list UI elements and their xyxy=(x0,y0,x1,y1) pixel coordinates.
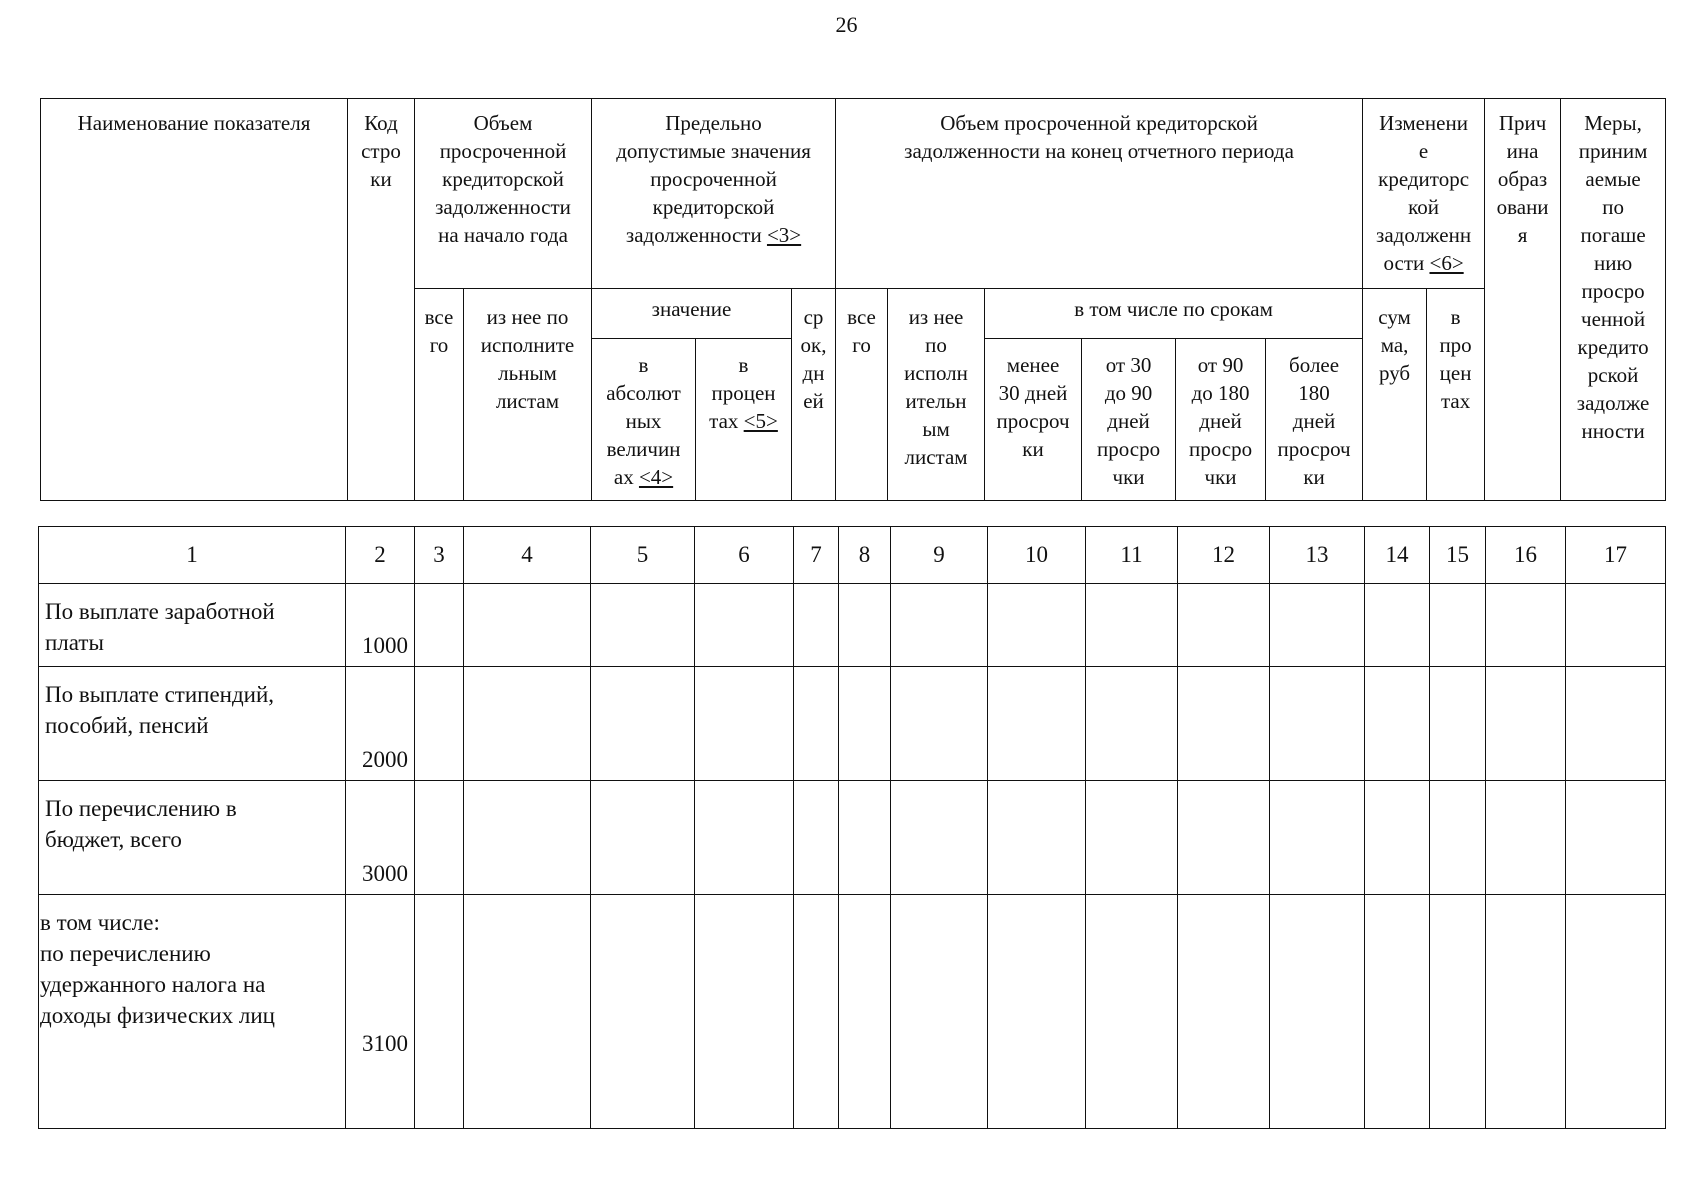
column-number: 2 xyxy=(346,527,415,584)
column-number: 3 xyxy=(415,527,464,584)
footnote-ref-3[interactable]: <3> xyxy=(766,223,802,247)
data-cell[interactable] xyxy=(988,667,1086,781)
data-cell[interactable] xyxy=(1430,584,1486,667)
column-number: 9 xyxy=(891,527,988,584)
column-numbers-row xyxy=(39,527,1666,584)
data-table xyxy=(38,526,1666,1129)
data-cell[interactable] xyxy=(1270,781,1365,895)
data-cell[interactable] xyxy=(415,667,464,781)
data-cell[interactable] xyxy=(891,667,988,781)
header-less-30-days: менее 30 дней просроч ки xyxy=(985,339,1082,501)
header-term-days: ср ок, дн ей xyxy=(792,289,836,501)
data-cell[interactable] xyxy=(1430,895,1486,1129)
row-name: По перечислению в бюджет, всего xyxy=(39,781,346,895)
data-cell[interactable] xyxy=(1178,781,1270,895)
row-name: в том числе: по перечислению удержанного налога на доходы физических лиц xyxy=(39,895,346,1129)
header-by-terms: в том числе по срокам xyxy=(985,289,1363,339)
data-cell[interactable] xyxy=(1365,667,1430,781)
data-cell[interactable] xyxy=(695,667,794,781)
data-cell[interactable] xyxy=(464,895,591,1129)
row-name: По выплате заработной платы xyxy=(39,584,346,667)
data-cell[interactable] xyxy=(988,895,1086,1129)
data-cell[interactable] xyxy=(1365,584,1430,667)
header-change-percent: в про цен тах xyxy=(1427,289,1485,501)
data-cell[interactable] xyxy=(1566,667,1666,781)
data-cell[interactable] xyxy=(1566,584,1666,667)
column-number: 6 xyxy=(695,527,794,584)
data-cell[interactable] xyxy=(1486,584,1566,667)
data-cell[interactable] xyxy=(1486,781,1566,895)
data-cell[interactable] xyxy=(794,781,839,895)
header-limits: Предельно допустимые значения просроченной кредиторской задолженности <3> xyxy=(592,99,836,289)
header-measures: Меры, приним аемые по погаше нию просро ченной кредито рской задолже нности xyxy=(1561,99,1666,501)
column-number: 11 xyxy=(1086,527,1178,584)
row-name: По выплате стипендий, пособий, пенсий xyxy=(39,667,346,781)
header-change: Изменени е кредиторс кой задолженн ости <6> xyxy=(1363,99,1485,289)
data-cell[interactable] xyxy=(591,667,695,781)
data-cell[interactable] xyxy=(1178,584,1270,667)
row-code: 3000 xyxy=(346,781,415,895)
data-cell[interactable] xyxy=(1270,895,1365,1129)
column-number: 10 xyxy=(988,527,1086,584)
data-cell[interactable] xyxy=(794,895,839,1129)
header-90-180-days: от 90 до 180 дней просро чки xyxy=(1176,339,1266,501)
header-absolute-values: в абсолют ных величин ах <4> xyxy=(592,339,696,501)
data-cell[interactable] xyxy=(415,584,464,667)
header-end-volume: Объем просроченной кредиторской задолженности на конец отчетного периода xyxy=(836,99,1363,289)
data-cell[interactable] xyxy=(1430,667,1486,781)
data-cell[interactable] xyxy=(1365,781,1430,895)
page-number: 26 xyxy=(835,12,858,37)
data-cell[interactable] xyxy=(591,584,695,667)
column-number: 7 xyxy=(794,527,839,584)
header-percent-values: в процен тах <5> xyxy=(696,339,792,501)
data-cell[interactable] xyxy=(415,781,464,895)
header-table xyxy=(40,98,1666,501)
data-cell[interactable] xyxy=(988,584,1086,667)
header-reason: Прич ина образ овани я xyxy=(1485,99,1561,501)
data-cell[interactable] xyxy=(839,781,891,895)
data-cell[interactable] xyxy=(591,895,695,1129)
header-end-writs: из нее по исполн ительн ым листам xyxy=(888,289,985,501)
data-cell[interactable] xyxy=(794,667,839,781)
data-cell[interactable] xyxy=(1178,895,1270,1129)
data-cell[interactable] xyxy=(1178,667,1270,781)
data-cell[interactable] xyxy=(1430,781,1486,895)
column-number: 15 xyxy=(1430,527,1486,584)
column-number: 4 xyxy=(464,527,591,584)
header-over-180-days: более 180 дней просроч ки xyxy=(1266,339,1363,501)
column-number: 8 xyxy=(839,527,891,584)
data-cell[interactable] xyxy=(1086,895,1178,1129)
column-number: 14 xyxy=(1365,527,1430,584)
data-cell[interactable] xyxy=(695,584,794,667)
data-cell[interactable] xyxy=(1086,667,1178,781)
header-change-sum: сум ма, руб xyxy=(1363,289,1427,501)
row-code: 3100 xyxy=(346,895,415,1129)
data-cell[interactable] xyxy=(695,895,794,1129)
data-cell[interactable] xyxy=(695,781,794,895)
data-cell[interactable] xyxy=(794,584,839,667)
data-cell[interactable] xyxy=(415,895,464,1129)
header-start-all: все го xyxy=(415,289,464,501)
data-cell[interactable] xyxy=(1566,781,1666,895)
row-code: 2000 xyxy=(346,667,415,781)
data-cell[interactable] xyxy=(891,584,988,667)
data-cell[interactable] xyxy=(1086,781,1178,895)
data-cell[interactable] xyxy=(1566,895,1666,1129)
data-cell[interactable] xyxy=(988,781,1086,895)
header-end-all: все го xyxy=(836,289,888,501)
table-row xyxy=(39,667,1666,781)
header-30-90-days: от 30 до 90 дней просро чки xyxy=(1082,339,1176,501)
data-cell[interactable] xyxy=(464,781,591,895)
data-cell[interactable] xyxy=(891,781,988,895)
data-cell[interactable] xyxy=(839,895,891,1129)
header-name-column: Наименование показателя xyxy=(41,99,348,501)
table-row xyxy=(39,584,1666,667)
data-cell[interactable] xyxy=(839,584,891,667)
data-cell[interactable] xyxy=(464,667,591,781)
data-cell[interactable] xyxy=(1486,667,1566,781)
data-cell[interactable] xyxy=(591,781,695,895)
column-number: 12 xyxy=(1178,527,1270,584)
table-row xyxy=(39,781,1666,895)
data-cell[interactable] xyxy=(464,584,591,667)
column-number: 5 xyxy=(591,527,695,584)
data-cell[interactable] xyxy=(1086,584,1178,667)
table-row xyxy=(39,895,1666,1129)
data-cell[interactable] xyxy=(1270,584,1365,667)
row-code: 1000 xyxy=(346,584,415,667)
header-start-writs: из нее по исполните льным листам xyxy=(464,289,592,501)
header-code-column: Код стро ки xyxy=(348,99,415,501)
column-number: 13 xyxy=(1270,527,1365,584)
footnote-ref-4[interactable]: <4> xyxy=(638,465,674,489)
column-number: 1 xyxy=(39,527,346,584)
data-cell[interactable] xyxy=(891,895,988,1129)
data-cell[interactable] xyxy=(1486,895,1566,1129)
data-cell[interactable] xyxy=(839,667,891,781)
data-cell[interactable] xyxy=(1270,667,1365,781)
header-start-volume: Объем просроченной кредиторской задолженности на начало года xyxy=(415,99,592,289)
column-number: 17 xyxy=(1566,527,1666,584)
column-number: 16 xyxy=(1486,527,1566,584)
footnote-ref-6[interactable]: <6> xyxy=(1429,251,1464,275)
footnote-ref-5[interactable]: <5> xyxy=(743,409,778,433)
header-value: значение xyxy=(592,289,792,339)
data-cell[interactable] xyxy=(1365,895,1430,1129)
